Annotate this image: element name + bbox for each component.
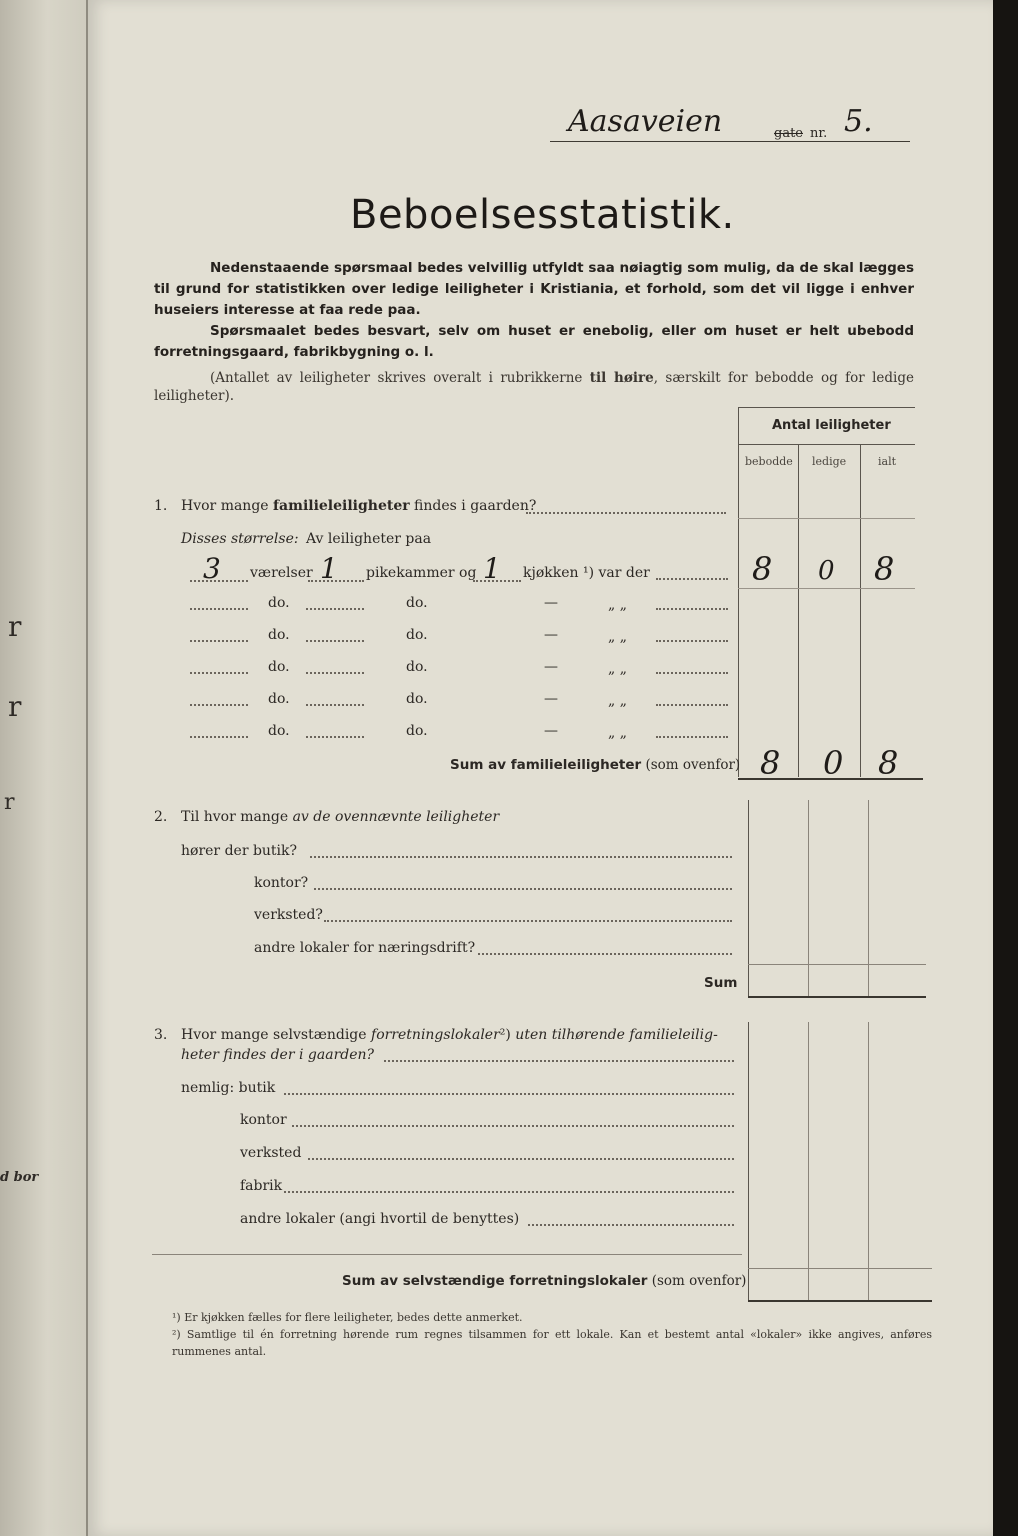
leader-dots <box>656 578 728 580</box>
q2-text-pre: Til hvor mange <box>181 809 293 825</box>
ditto-mark: „ „ <box>608 597 627 613</box>
leader-dots <box>478 953 732 955</box>
do-label: do. <box>268 627 290 643</box>
leader-dots <box>528 1224 734 1226</box>
q3-fabrik: fabrik <box>240 1178 283 1194</box>
q3-kontor: kontor <box>240 1112 287 1128</box>
q3-separator <box>152 1254 742 1255</box>
row1-ledige-handwritten: 0 <box>818 556 835 586</box>
leader-dots <box>310 856 732 858</box>
leader-dots <box>656 640 728 642</box>
do-label: do. <box>268 659 290 675</box>
leader-dots <box>324 920 732 922</box>
intro-paragraph-2: Spørsmaalet bedes besvart, selv om huset er enebolig, eller om huset er helt ubebodd forretningsgaard, fabrikbygning o. l. <box>154 323 914 360</box>
q2-text-italic: av de ovennævnte leiligheter <box>292 809 500 825</box>
leader-dots <box>314 888 732 890</box>
gate-label: gate <box>774 126 803 141</box>
q3-verksted: verksted <box>240 1145 302 1161</box>
q2-sum: Sum <box>704 975 738 991</box>
do-label: do. <box>268 595 290 611</box>
leader-dots <box>190 704 248 706</box>
q1-sub-label: Disses størrelse: <box>181 531 299 547</box>
leader-dots <box>190 608 248 610</box>
ditto-mark: „ „ <box>608 693 627 709</box>
leader-dots <box>284 1093 734 1095</box>
left-page-strip <box>0 0 88 1536</box>
leader-dots <box>306 672 364 674</box>
q1-text-post: findes i gaarden? <box>409 498 537 514</box>
do-label: do. <box>406 627 428 643</box>
dash: — <box>544 691 558 707</box>
leader-dots <box>284 1191 734 1193</box>
q2-butik: hører der butik? <box>181 843 298 859</box>
table-col-divider-1 <box>798 444 799 777</box>
street-number-handwritten: 5. <box>844 104 873 139</box>
vaerelser-label: værelser <box>250 565 313 581</box>
table-left-line <box>738 407 739 777</box>
q3-table-col-1 <box>808 1022 809 1300</box>
q3-line-1 <box>181 1027 718 1043</box>
q1-sum-label <box>450 757 740 773</box>
note-bold: til høire <box>589 370 654 386</box>
leader-dots <box>306 608 364 610</box>
instruction-note <box>154 369 914 405</box>
q1-text-bold: familieleiligheter <box>273 498 410 514</box>
q3-table-left <box>748 1022 749 1300</box>
do-label: do. <box>268 691 290 707</box>
q3-table-col-2 <box>868 1022 869 1300</box>
street-name-handwritten: Aasaveien <box>568 104 723 139</box>
do-label: do. <box>406 723 428 739</box>
kjokken-value-handwritten: 1 <box>483 552 501 585</box>
leader-dots <box>190 580 248 582</box>
leader-dots <box>190 736 248 738</box>
q3-table-line <box>748 1268 932 1269</box>
q3-text-italic-2: uten tilhørende familieleilig- <box>510 1027 718 1043</box>
q3-line-2: heter findes der i gaarden? <box>181 1047 375 1063</box>
kjokken-label: kjøkken ¹) var der <box>523 565 650 581</box>
ditto-mark: „ „ <box>608 661 627 677</box>
leader-dots <box>384 1060 734 1062</box>
q3-sum-post: (som ovenfor) <box>651 1273 747 1289</box>
table-row-line <box>738 588 915 589</box>
q2-sum-line <box>748 996 926 998</box>
q2-table-left <box>748 800 749 997</box>
table-row-line <box>738 518 915 519</box>
left-strip-mark: r <box>4 790 15 815</box>
leader-dots <box>308 1158 734 1160</box>
q2-table-col-1 <box>808 800 809 997</box>
q1-sub-text: Av leiligheter paa <box>306 531 432 547</box>
ditto-mark: „ „ <box>608 629 627 645</box>
ditto-mark: „ „ <box>608 725 627 741</box>
q3-text-pre: Hvor mange selvstændige <box>181 1027 372 1043</box>
dash: — <box>544 627 558 643</box>
col-head-ialt: ialt <box>878 455 897 468</box>
leader-dots <box>656 736 728 738</box>
leader-dots <box>656 608 728 610</box>
do-label: do. <box>406 691 428 707</box>
q1-text-pre: Hvor mange <box>181 498 274 514</box>
table-title: Antal leiligheter <box>772 418 891 433</box>
left-strip-mark: r <box>8 610 22 643</box>
leader-dots <box>656 672 728 674</box>
table-header-line <box>738 444 915 445</box>
q2-number: 2. <box>154 809 168 825</box>
leader-dots <box>190 640 248 642</box>
pikekammer-value-handwritten: 1 <box>320 552 338 585</box>
vaerelser-value-handwritten: 3 <box>203 552 221 585</box>
leader-dots <box>306 704 364 706</box>
q3-sum-line <box>748 1300 932 1302</box>
q2-table-line <box>748 964 926 965</box>
form-page <box>88 0 993 1536</box>
sum-ialt-handwritten: 8 <box>878 744 899 782</box>
leader-dots <box>306 736 364 738</box>
leader-dots <box>292 1125 734 1127</box>
leader-dots <box>656 704 728 706</box>
q3-text-italic: forretningslokaler <box>371 1027 500 1043</box>
left-strip-mark: r <box>8 690 22 723</box>
page-title: Beboelsesstatistik. <box>350 192 735 238</box>
row1-ialt-handwritten: 8 <box>874 550 895 588</box>
q1-question <box>181 498 536 514</box>
col-head-ledige: ledige <box>812 455 847 468</box>
q2-kontor: kontor? <box>254 875 309 891</box>
q2-table-col-2 <box>868 800 869 997</box>
q3-footnote-ref: ²) <box>499 1027 511 1043</box>
sum-ledige-handwritten: 0 <box>823 744 844 782</box>
intro-text <box>154 258 914 363</box>
leader-dots <box>306 640 364 642</box>
sum-bebodde-handwritten: 8 <box>760 744 781 782</box>
dash: — <box>544 723 558 739</box>
table-top-line <box>738 407 915 408</box>
row1-bebodde-handwritten: 8 <box>752 550 773 588</box>
q3-number: 3. <box>154 1027 168 1043</box>
intro-paragraph-1: Nedenstaaende spørsmaal bedes velvillig utfyldt saa nøiagtig som mulig, da de skal lægges til grund for statistikken over ledige leiligheter i Kristiania, et forhold, som det vil ligge i enhver huseiers interesse at faa rede paa. <box>154 260 914 318</box>
dash: — <box>544 659 558 675</box>
q3-sum-label <box>342 1273 746 1289</box>
q3-butik: nemlig: butik <box>181 1080 276 1096</box>
col-head-bebodde: bebodde <box>745 455 793 468</box>
q2-question <box>181 809 499 825</box>
note-text: (Antallet av leiligheter skrives overalt i rubrikkerne <box>210 370 590 386</box>
left-strip-text: d bor <box>0 1170 39 1185</box>
do-label: do. <box>406 595 428 611</box>
do-label: do. <box>406 659 428 675</box>
pikekammer-label: pikekammer og <box>366 565 477 581</box>
street-underline <box>550 141 910 142</box>
leader-dots <box>526 512 726 514</box>
footnote-2: ²) Samtlige til én forretning hørende rum regnes tilsammen for ett lokale. Kan et bestemt antal «lokaler» ikke angives, anføres rummenes antal. <box>172 1328 932 1358</box>
table-col-divider-2 <box>860 444 861 777</box>
q3-sum-bold: Sum av selvstændige forretningslokaler <box>342 1273 648 1289</box>
do-label: do. <box>268 723 290 739</box>
leader-dots <box>473 580 521 582</box>
q3-andre: andre lokaler (angi hvortil de benyttes) <box>240 1211 520 1227</box>
q1-number: 1. <box>154 498 168 514</box>
dash: — <box>544 595 558 611</box>
q2-verksted: verksted? <box>254 907 323 923</box>
leader-dots <box>190 672 248 674</box>
leader-dots <box>308 580 364 582</box>
nr-label: nr. <box>810 126 828 141</box>
q1-sum-post: (som ovenfor) <box>645 757 741 773</box>
q1-sum-bold: Sum av familieleiligheter <box>450 757 642 773</box>
note-text-end: , særskilt for bebodde og for ledige leiligheter). <box>154 370 915 404</box>
q2-andre: andre lokaler for næringsdrift? <box>254 940 476 956</box>
footnote-1: ¹) Er kjøkken fælles for flere leiligheter, bedes dette anmerket. <box>172 1311 523 1324</box>
